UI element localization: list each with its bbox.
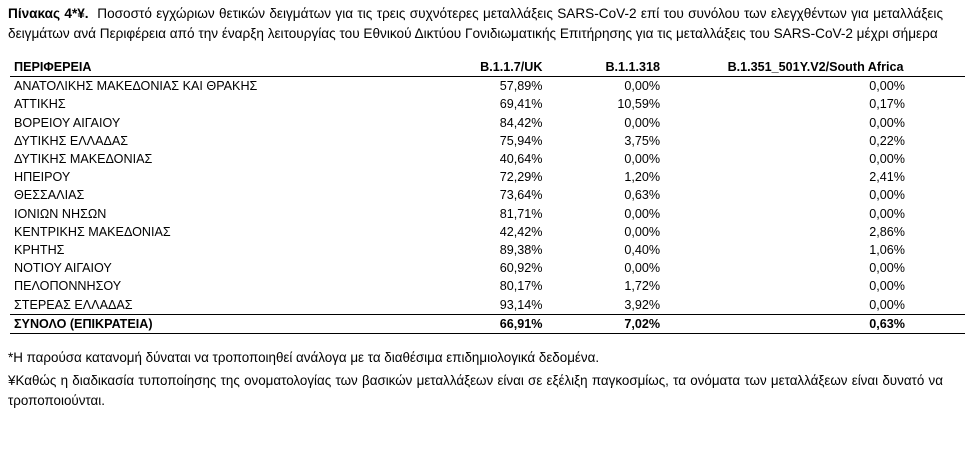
caption-label: Πίνακας 4*¥. (8, 6, 89, 21)
cell-region: ΗΠΕΙΡΟΥ (14, 170, 71, 185)
cell-b1351: 0,00% (869, 188, 905, 203)
cell-b11318: 0,40% (624, 242, 661, 257)
cell-b1351: 0,00% (869, 297, 905, 312)
table-row (10, 114, 965, 132)
footnote-nomenclature: ¥Καθώς η διαδικασία τυποποίησης της ονοματολογίας των βασικών μεταλλάξεων είναι σε εξέλιξη παγκοσμίως, τα ονόματα των μεταλλάξεων είναι δυνατό να τροποποιούνται. (8, 372, 943, 408)
header-b1351: B.1.351_501Y.V2/South Africa (666, 58, 965, 77)
cell-region: ΑΝΑΤΟΛΙΚΗΣ ΜΑΚΕΔΟΝΙΑΣ ΚΑΙ ΘΡΑΚΗΣ (14, 79, 258, 94)
header-region: ΠΕΡΙΦΕΡΕΙΑ (10, 58, 402, 77)
cell-region: ΠΕΛΟΠΟΝΝΗΣΟΥ (14, 279, 122, 294)
cell-region: ΝΟΤΙΟΥ ΑΙΓΑΙΟΥ (14, 261, 112, 276)
table-row (10, 277, 965, 295)
cell-b11318: 0,00% (624, 261, 661, 276)
cell-b117: 42,42% (499, 224, 543, 239)
footnotes (8, 348, 943, 411)
table-row (10, 132, 965, 150)
cell-b11318: 0,63% (624, 188, 661, 203)
cell-b117: 75,94% (499, 133, 543, 148)
cell-b1351: 1,06% (869, 242, 905, 257)
cell-region: ΔΥΤΙΚΗΣ ΕΛΛΑΔΑΣ (14, 133, 129, 148)
cell-region: ΣΤΕΡΕΑΣ ΕΛΛΑΔΑΣ (14, 297, 133, 312)
cell-b11318: 0,00% (624, 224, 661, 239)
total-b117: 66,91% (402, 314, 549, 333)
header-b117: B.1.1.7/UK (402, 58, 549, 77)
table-body (10, 77, 965, 314)
cell-b11318: 3,92% (624, 297, 661, 312)
mutations-table (10, 58, 965, 334)
total-b11318: 7,02% (548, 314, 666, 333)
cell-b11318: 0,00% (624, 115, 661, 130)
cell-b117: 89,38% (499, 242, 543, 257)
table-row (10, 223, 965, 241)
total-b1351: 0,63% (666, 314, 965, 333)
cell-b117: 93,14% (499, 297, 543, 312)
cell-b1351: 0,00% (869, 79, 905, 94)
cell-b117: 84,42% (499, 115, 543, 130)
cell-b11318: 10,59% (617, 97, 661, 112)
cell-region: ΚΕΝΤΡΙΚΗΣ ΜΑΚΕΔΟΝΙΑΣ (14, 224, 171, 239)
cell-region: ΚΡΗΤΗΣ (14, 242, 65, 257)
table-row (10, 241, 965, 259)
cell-b1351: 0,17% (869, 97, 905, 112)
cell-b1351: 0,00% (869, 152, 905, 167)
cell-region: ΔΥΤΙΚΗΣ ΜΑΚΕΔΟΝΙΑΣ (14, 152, 153, 167)
cell-b117: 69,41% (499, 97, 543, 112)
total-label: ΣΥΝΟΛΟ (ΕΠΙΚΡΑΤΕΙΑ) (10, 314, 402, 333)
cell-b1351: 2,41% (869, 170, 905, 185)
table-total-row (10, 314, 965, 333)
table-row (10, 186, 965, 204)
cell-b11318: 1,20% (624, 170, 661, 185)
cell-b117: 40,64% (499, 152, 543, 167)
cell-region: ΑΤΤΙΚΗΣ (14, 97, 66, 112)
cell-b11318: 1,72% (624, 279, 661, 294)
cell-b11318: 0,00% (624, 206, 661, 221)
table-row (10, 295, 965, 314)
cell-b11318: 0,00% (624, 79, 661, 94)
cell-b1351: 0,00% (869, 279, 905, 294)
table-caption (8, 4, 943, 44)
cell-b117: 72,29% (499, 170, 543, 185)
table-row (10, 150, 965, 168)
table-header-row (10, 58, 965, 77)
cell-b11318: 3,75% (624, 133, 661, 148)
cell-b11318: 0,00% (624, 152, 661, 167)
cell-b117: 73,64% (499, 188, 543, 203)
cell-b1351: 0,00% (869, 115, 905, 130)
caption-text: Ποσοστό εγχώριων θετικών δειγμάτων για τις τρεις συχνότερες μεταλλάξεις SARS-CoV-2 επί του συνόλου των ελεγχθέντων για μεταλλάξεις δειγμάτων ανά Περιφέρεια από την έναρξη λειτουργίας του Εθνικού Δικτύου Γονιδιωματικής Επιτήρησης για τις μεταλλάξεις του SARS-CoV-2 μέχρι σήμερα (8, 6, 944, 41)
table-row (10, 168, 965, 186)
cell-region: ΘΕΣΣΑΛΙΑΣ (14, 188, 85, 203)
cell-b1351: 0,00% (869, 261, 905, 276)
cell-b1351: 2,86% (869, 224, 905, 239)
cell-b1351: 0,22% (869, 133, 905, 148)
cell-b117: 81,71% (499, 206, 543, 221)
footnote-distribution: *Η παρούσα κατανομή δύναται να τροποποιηθεί ανάλογα με τα διαθέσιμα επιδημιολογικά δεδομένα. (8, 349, 600, 365)
cell-region: ΒΟΡΕΙΟΥ ΑΙΓΑΙΟΥ (14, 115, 121, 130)
table-row (10, 77, 965, 96)
cell-region: ΙΟΝΙΩΝ ΝΗΣΩΝ (14, 206, 107, 221)
cell-b117: 80,17% (499, 279, 543, 294)
header-b11318: B.1.1.318 (548, 58, 666, 77)
cell-b1351: 0,00% (869, 206, 905, 221)
table-row (10, 95, 965, 113)
cell-b117: 57,89% (499, 79, 543, 94)
cell-b117: 60,92% (499, 261, 543, 276)
table-row (10, 259, 965, 277)
table-row (10, 205, 965, 223)
